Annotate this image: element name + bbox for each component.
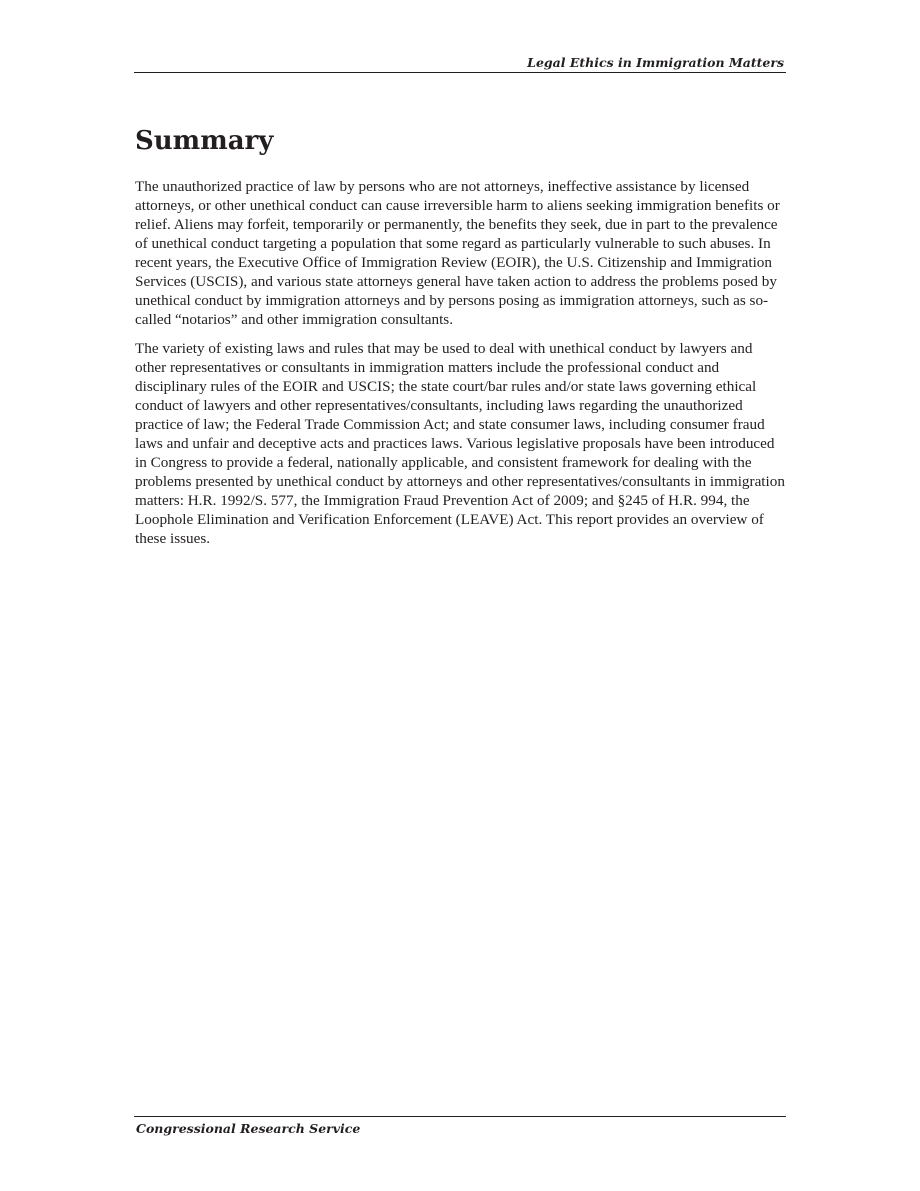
page-footer bbox=[134, 1116, 786, 1136]
running-title: Legal Ethics in Immigration Matters bbox=[527, 55, 784, 70]
page-header bbox=[134, 56, 786, 73]
section-title: Summary bbox=[135, 126, 274, 156]
summary-body bbox=[135, 177, 787, 558]
paragraph-2: The variety of existing laws and rules that may be used to deal with unethical conduct by lawyers and other representatives or consultants in immigration matters include the professional conduct and disciplinary rules of the EOIR and USCIS; the state court/bar rules and/or state laws governing ethical conduct of lawyers and other representatives/consultants, including laws regarding the unauthorized practice of law; the Federal Trade Commission Act; and state consumer laws, including consumer fraud laws and unfair and deceptive acts and practices laws. Various legislative proposals have been introduced in Congress to provide a federal, nationally applicable, and consistent framework for dealing with the problems presented by unethical conduct by attorneys and other representatives/consultants in immigration matters: H.R. 1992/S. 577, the Immigration Fraud Prevention Act of 2009; and §245 of H.R. 994, the Loophole Elimination and Verification Enforcement (LEAVE) Act. This report provides an overview of these issues. bbox=[135, 340, 785, 547]
footer-organization: Congressional Research Service bbox=[136, 1121, 361, 1136]
paragraph-1: The unauthorized practice of law by persons who are not attorneys, ineffective assistance by licensed attorneys, or other unethical conduct can cause irreversible harm to aliens seeking immigration benefits or relief. Aliens may forfeit, temporarily or permanently, the benefits they seek, due in part to the prevalence of unethical conduct targeting a population that some regard as particularly vulnerable to such abuses. In recent years, the Executive Office of Immigration Review (EOIR), the U.S. Citizenship and Immigration Services (USCIS), and various state attorneys general have taken action to address the problems posed by unethical conduct by immigration attorneys and by persons posing as immigration attorneys, such as so-called “notarios” and other immigration consultants. bbox=[135, 178, 780, 328]
